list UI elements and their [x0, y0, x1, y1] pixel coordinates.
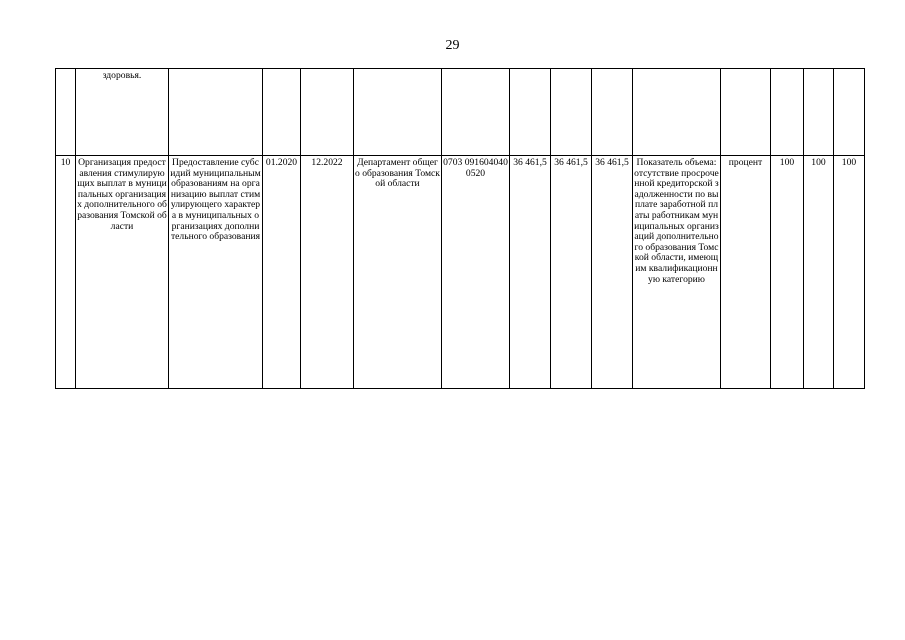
- start-date-cell: [263, 69, 301, 156]
- value-cell: [804, 69, 834, 156]
- executor-cell: Департамент общего образования Томской области: [354, 156, 442, 389]
- event-name-cell: здоровья.: [76, 69, 169, 156]
- value-cell: [771, 69, 804, 156]
- start-date-cell: 01.2020: [263, 156, 301, 389]
- indicator-cell: [633, 69, 721, 156]
- page-number: 29: [445, 38, 460, 53]
- amount-cell: 36 461,5: [551, 156, 592, 389]
- unit-cell: [721, 69, 771, 156]
- value-cell: 100: [804, 156, 834, 389]
- program-table: [55, 68, 865, 389]
- amount-cell: [592, 69, 633, 156]
- table-row: [56, 69, 865, 156]
- amount-cell: 36 461,5: [592, 156, 633, 389]
- value-cell: 100: [771, 156, 804, 389]
- amount-cell: [510, 69, 551, 156]
- value-cell: [834, 69, 865, 156]
- row-number-cell: [56, 69, 76, 156]
- event-description-cell: Предоставление субсидий муниципальным образованиям на организацию выплат стимулирующего характера в муниципальных организациях дополнительного образования: [169, 156, 263, 389]
- budget-code-cell: 0703 0916040400520: [442, 156, 510, 389]
- indicator-cell: Показатель объема: отсутствие просроченной кредиторской задолженности по выплате заработной платы работникам муниципальных организаций дополнительного образования Томской области, имеющим квалификационную категорию: [633, 156, 721, 389]
- row-number-cell: 10: [56, 156, 76, 389]
- table-row: [56, 156, 865, 389]
- amount-cell: [551, 69, 592, 156]
- executor-cell: [354, 69, 442, 156]
- value-cell: 100: [834, 156, 865, 389]
- event-name-cell: Организация предоставления стимулирующих выплат в муниципальных организациях дополнительного образования Томской области: [76, 156, 169, 389]
- end-date-cell: [301, 69, 354, 156]
- end-date-cell: 12.2022: [301, 156, 354, 389]
- amount-cell: 36 461,5: [510, 156, 551, 389]
- budget-code-cell: [442, 69, 510, 156]
- event-description-cell: [169, 69, 263, 156]
- unit-cell: процент: [721, 156, 771, 389]
